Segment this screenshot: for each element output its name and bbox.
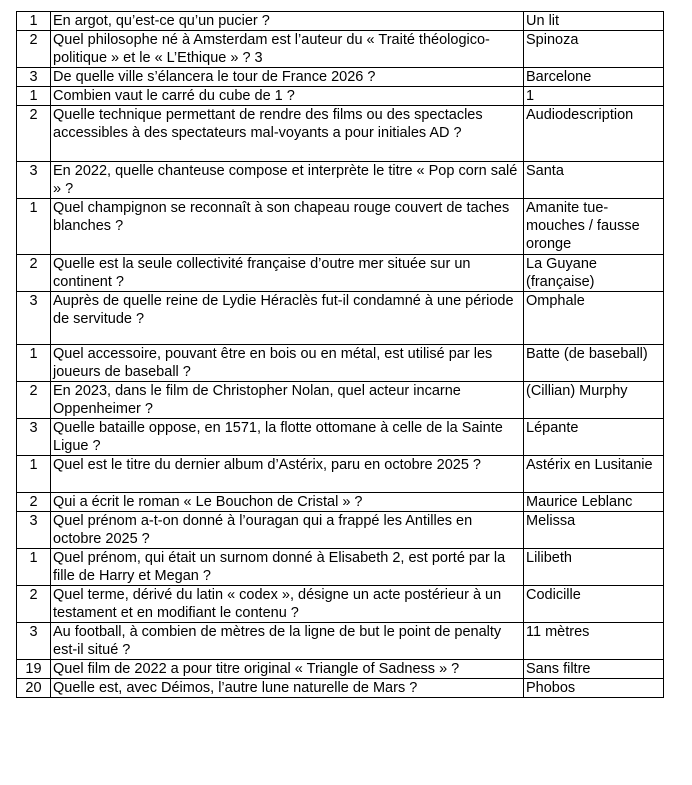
table-row — [17, 87, 664, 106]
answer-cell: Maurice Leblanc — [524, 493, 664, 512]
table-row — [17, 68, 664, 87]
question-cell: De quelle ville s’élancera le tour de France 2026 ? — [51, 68, 524, 87]
answer-cell: La Guyane (française) — [524, 255, 664, 292]
table-row — [17, 382, 664, 419]
answer-cell: (Cillian) Murphy — [524, 382, 664, 419]
table-row — [17, 106, 664, 162]
answer-cell: Spinoza — [524, 31, 664, 68]
question-cell: Quel prénom, qui était un surnom donné à Elisabeth 2, est porté par la fille de Harry et Megan ? — [51, 549, 524, 586]
question-cell: Qui a écrit le roman « Le Bouchon de Cristal » ? — [51, 493, 524, 512]
answer-cell: Lépante — [524, 419, 664, 456]
answer-cell: Santa — [524, 162, 664, 199]
answer-cell: Codicille — [524, 586, 664, 623]
table-row — [17, 623, 664, 660]
table-row — [17, 549, 664, 586]
answer-cell: 1 — [524, 87, 664, 106]
row-number: 1 — [17, 456, 51, 493]
answer-cell: Barcelone — [524, 68, 664, 87]
row-number: 2 — [17, 255, 51, 292]
row-number: 1 — [17, 345, 51, 382]
table-row — [17, 660, 664, 679]
row-number: 20 — [17, 679, 51, 698]
question-cell: Quel accessoire, pouvant être en bois ou en métal, est utilisé par les joueurs de baseball ? — [51, 345, 524, 382]
answer-cell: Amanite tue-mouches / fausse oronge — [524, 199, 664, 255]
question-cell: Quel est le titre du dernier album d’Astérix, paru en octobre 2025 ? — [51, 456, 524, 493]
row-number: 1 — [17, 199, 51, 255]
question-cell: Au football, à combien de mètres de la ligne de but le point de penalty est-il situé ? — [51, 623, 524, 660]
table-row — [17, 255, 664, 292]
row-number: 2 — [17, 31, 51, 68]
answer-cell: Melissa — [524, 512, 664, 549]
question-cell: Quel philosophe né à Amsterdam est l’auteur du « Traité théologico-politique » et le « L’Ethique » ? 3 — [51, 31, 524, 68]
answer-cell: Audiodescription — [524, 106, 664, 162]
row-number: 3 — [17, 292, 51, 345]
row-number: 3 — [17, 162, 51, 199]
table-row — [17, 679, 664, 698]
question-cell: Quel prénom a-t-on donné à l’ouragan qui a frappé les Antilles en octobre 2025 ? — [51, 512, 524, 549]
question-cell: Quelle est la seule collectivité française d’outre mer située sur un continent ? — [51, 255, 524, 292]
row-number: 1 — [17, 87, 51, 106]
quiz-table — [16, 11, 664, 698]
question-cell: Quelle bataille oppose, en 1571, la flotte ottomane à celle de la Sainte Ligue ? — [51, 419, 524, 456]
question-cell: En argot, qu’est-ce qu’un pucier ? — [51, 12, 524, 31]
table-row — [17, 512, 664, 549]
answer-cell: Astérix en Lusitanie — [524, 456, 664, 493]
row-number: 3 — [17, 512, 51, 549]
row-number: 2 — [17, 493, 51, 512]
row-number: 2 — [17, 106, 51, 162]
table-row — [17, 31, 664, 68]
table-row — [17, 419, 664, 456]
answer-cell: Sans filtre — [524, 660, 664, 679]
table-row — [17, 345, 664, 382]
question-cell: Combien vaut le carré du cube de 1 ? — [51, 87, 524, 106]
question-cell: Quel champignon se reconnaît à son chapeau rouge couvert de taches blanches ? — [51, 199, 524, 255]
table-row — [17, 456, 664, 493]
question-cell: En 2022, quelle chanteuse compose et interprète le titre « Pop corn salé » ? — [51, 162, 524, 199]
table-row — [17, 199, 664, 255]
question-cell: Quel terme, dérivé du latin « codex », désigne un acte postérieur à un testament et en modifiant le contenu ? — [51, 586, 524, 623]
table-row — [17, 493, 664, 512]
row-number: 19 — [17, 660, 51, 679]
question-cell: Quel film de 2022 a pour titre original « Triangle of Sadness » ? — [51, 660, 524, 679]
question-cell: Quelle est, avec Déimos, l’autre lune naturelle de Mars ? — [51, 679, 524, 698]
table-row — [17, 162, 664, 199]
row-number: 3 — [17, 623, 51, 660]
answer-cell: Omphale — [524, 292, 664, 345]
table-row — [17, 12, 664, 31]
table-row — [17, 292, 664, 345]
answer-cell: 11 mètres — [524, 623, 664, 660]
question-cell: Quelle technique permettant de rendre des films ou des spectacles accessibles à des spectateurs mal-voyants a pour initiales AD ? — [51, 106, 524, 162]
row-number: 1 — [17, 549, 51, 586]
answer-cell: Lilibeth — [524, 549, 664, 586]
table-row — [17, 586, 664, 623]
row-number: 1 — [17, 12, 51, 31]
question-cell: En 2023, dans le film de Christopher Nolan, quel acteur incarne Oppenheimer ? — [51, 382, 524, 419]
row-number: 2 — [17, 382, 51, 419]
answer-cell: Phobos — [524, 679, 664, 698]
row-number: 3 — [17, 68, 51, 87]
answer-cell: Batte (de baseball) — [524, 345, 664, 382]
row-number: 3 — [17, 419, 51, 456]
question-cell: Auprès de quelle reine de Lydie Héraclès fut-il condamné à une période de servitude ? — [51, 292, 524, 345]
row-number: 2 — [17, 586, 51, 623]
answer-cell: Un lit — [524, 12, 664, 31]
